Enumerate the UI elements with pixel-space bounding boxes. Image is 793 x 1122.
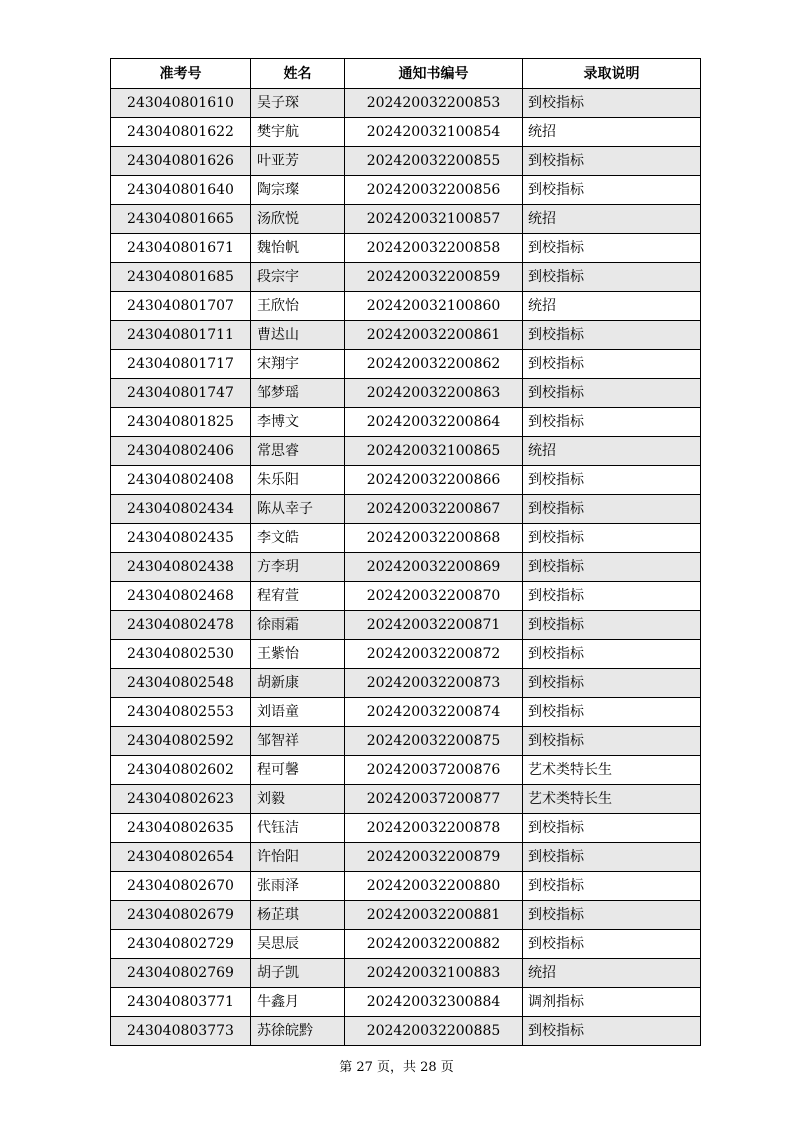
cell-admission-note: 调剂指标 — [523, 988, 701, 1017]
cell-exam-id: 243040803771 — [111, 988, 251, 1017]
cell-admission-note: 到校指标 — [523, 89, 701, 118]
cell-admission-note: 统招 — [523, 205, 701, 234]
cell-name: 杨芷琪 — [251, 901, 345, 930]
cell-exam-id: 243040801717 — [111, 350, 251, 379]
cell-notice-number: 202420032100865 — [345, 437, 523, 466]
cell-notice-number: 202420032200859 — [345, 263, 523, 292]
cell-admission-note: 到校指标 — [523, 553, 701, 582]
cell-notice-number: 202420032200869 — [345, 553, 523, 582]
table-row — [111, 205, 701, 234]
cell-exam-id: 243040801640 — [111, 176, 251, 205]
cell-exam-id: 243040803773 — [111, 1017, 251, 1046]
cell-exam-id: 243040802623 — [111, 785, 251, 814]
cell-admission-note: 统招 — [523, 437, 701, 466]
cell-admission-note: 到校指标 — [523, 669, 701, 698]
cell-name: 程可馨 — [251, 756, 345, 785]
cell-exam-id: 243040802438 — [111, 553, 251, 582]
cell-name: 樊宇航 — [251, 118, 345, 147]
table-row — [111, 698, 701, 727]
cell-notice-number: 202420032200870 — [345, 582, 523, 611]
cell-admission-note: 到校指标 — [523, 263, 701, 292]
cell-admission-note: 到校指标 — [523, 321, 701, 350]
cell-name: 宋翔宇 — [251, 350, 345, 379]
cell-name: 朱乐阳 — [251, 466, 345, 495]
cell-notice-number: 202420032200866 — [345, 466, 523, 495]
cell-notice-number: 202420032200853 — [345, 89, 523, 118]
cell-exam-id: 243040802530 — [111, 640, 251, 669]
table-row — [111, 611, 701, 640]
cell-notice-number: 202420032200879 — [345, 843, 523, 872]
cell-exam-id: 243040802679 — [111, 901, 251, 930]
cell-admission-note: 统招 — [523, 959, 701, 988]
table-row — [111, 263, 701, 292]
cell-name: 邹智祥 — [251, 727, 345, 756]
cell-exam-id: 243040802592 — [111, 727, 251, 756]
cell-notice-number: 202420032100860 — [345, 292, 523, 321]
table-row — [111, 582, 701, 611]
table-row — [111, 147, 701, 176]
cell-admission-note: 到校指标 — [523, 1017, 701, 1046]
table-row — [111, 843, 701, 872]
cell-exam-id: 243040801671 — [111, 234, 251, 263]
cell-name: 常思睿 — [251, 437, 345, 466]
cell-exam-id: 243040802602 — [111, 756, 251, 785]
table-row — [111, 524, 701, 553]
table-row — [111, 379, 701, 408]
cell-exam-id: 243040802406 — [111, 437, 251, 466]
table-row — [111, 1017, 701, 1046]
cell-name: 刘毅 — [251, 785, 345, 814]
header-notice-number: 通知书编号 — [345, 59, 523, 89]
cell-admission-note: 到校指标 — [523, 582, 701, 611]
table-row — [111, 727, 701, 756]
cell-notice-number: 202420032200881 — [345, 901, 523, 930]
cell-exam-id: 243040802729 — [111, 930, 251, 959]
table-row — [111, 321, 701, 350]
cell-exam-id: 243040802408 — [111, 466, 251, 495]
cell-notice-number: 202420032200856 — [345, 176, 523, 205]
cell-name: 李博文 — [251, 408, 345, 437]
cell-notice-number: 202420032200875 — [345, 727, 523, 756]
cell-admission-note: 到校指标 — [523, 843, 701, 872]
cell-exam-id: 243040802553 — [111, 698, 251, 727]
cell-notice-number: 202420032200872 — [345, 640, 523, 669]
cell-admission-note: 到校指标 — [523, 147, 701, 176]
cell-exam-id: 243040801747 — [111, 379, 251, 408]
page-footer: 第 27 页，共 28 页 — [339, 1060, 454, 1075]
header-exam-id: 准考号 — [111, 59, 251, 89]
table-row — [111, 495, 701, 524]
cell-admission-note: 到校指标 — [523, 901, 701, 930]
cell-notice-number: 202420032200862 — [345, 350, 523, 379]
table-row — [111, 118, 701, 147]
table-row — [111, 234, 701, 263]
cell-admission-note: 到校指标 — [523, 611, 701, 640]
table-row — [111, 872, 701, 901]
table-row — [111, 669, 701, 698]
table-row — [111, 553, 701, 582]
cell-exam-id: 243040801711 — [111, 321, 251, 350]
cell-notice-number: 202420032200864 — [345, 408, 523, 437]
cell-name: 魏怡帆 — [251, 234, 345, 263]
cell-name: 胡新康 — [251, 669, 345, 698]
table-row — [111, 89, 701, 118]
cell-admission-note: 到校指标 — [523, 872, 701, 901]
cell-notice-number: 202420032200868 — [345, 524, 523, 553]
cell-exam-id: 243040802434 — [111, 495, 251, 524]
table-row — [111, 466, 701, 495]
cell-notice-number: 202420032200867 — [345, 495, 523, 524]
cell-notice-number: 202420032200863 — [345, 379, 523, 408]
cell-name: 代钰洁 — [251, 814, 345, 843]
cell-exam-id: 243040801626 — [111, 147, 251, 176]
cell-name: 胡子凯 — [251, 959, 345, 988]
table-header — [111, 59, 701, 89]
table-row — [111, 292, 701, 321]
table-row — [111, 930, 701, 959]
cell-name: 许怡阳 — [251, 843, 345, 872]
cell-notice-number: 202420032200882 — [345, 930, 523, 959]
cell-notice-number: 202420032300884 — [345, 988, 523, 1017]
cell-admission-note: 到校指标 — [523, 350, 701, 379]
table-row — [111, 408, 701, 437]
table-row — [111, 959, 701, 988]
table-row — [111, 988, 701, 1017]
cell-name: 张雨泽 — [251, 872, 345, 901]
cell-name: 叶亚芳 — [251, 147, 345, 176]
cell-notice-number: 202420032200858 — [345, 234, 523, 263]
cell-exam-id: 243040802654 — [111, 843, 251, 872]
cell-name: 王紫怡 — [251, 640, 345, 669]
cell-name: 王欣怡 — [251, 292, 345, 321]
cell-name: 方李玥 — [251, 553, 345, 582]
cell-notice-number: 202420032200871 — [345, 611, 523, 640]
table-row — [111, 901, 701, 930]
cell-name: 段宗宇 — [251, 263, 345, 292]
cell-name: 汤欣悦 — [251, 205, 345, 234]
cell-admission-note: 到校指标 — [523, 698, 701, 727]
header-admission-note: 录取说明 — [523, 59, 701, 89]
cell-admission-note: 到校指标 — [523, 814, 701, 843]
cell-admission-note: 到校指标 — [523, 524, 701, 553]
cell-admission-note: 艺术类特长生 — [523, 785, 701, 814]
cell-exam-id: 243040801610 — [111, 89, 251, 118]
cell-exam-id: 243040801665 — [111, 205, 251, 234]
header-row — [111, 59, 701, 89]
cell-name: 曹迖山 — [251, 321, 345, 350]
cell-notice-number: 202420032200873 — [345, 669, 523, 698]
cell-name: 程宥萱 — [251, 582, 345, 611]
cell-admission-note: 到校指标 — [523, 408, 701, 437]
cell-exam-id: 243040801825 — [111, 408, 251, 437]
table-row — [111, 350, 701, 379]
cell-exam-id: 243040802435 — [111, 524, 251, 553]
cell-notice-number: 202420032200874 — [345, 698, 523, 727]
table-row — [111, 176, 701, 205]
cell-name: 陈从幸子 — [251, 495, 345, 524]
cell-admission-note: 到校指标 — [523, 930, 701, 959]
cell-admission-note: 统招 — [523, 292, 701, 321]
cell-notice-number: 202420032200878 — [345, 814, 523, 843]
cell-notice-number: 202420032200880 — [345, 872, 523, 901]
cell-admission-note: 到校指标 — [523, 727, 701, 756]
cell-admission-note: 到校指标 — [523, 234, 701, 263]
cell-name: 陶宗璨 — [251, 176, 345, 205]
cell-admission-note: 到校指标 — [523, 495, 701, 524]
cell-exam-id: 243040801685 — [111, 263, 251, 292]
cell-notice-number: 202420032200861 — [345, 321, 523, 350]
cell-admission-note: 统招 — [523, 118, 701, 147]
cell-name: 刘语童 — [251, 698, 345, 727]
cell-exam-id: 243040802468 — [111, 582, 251, 611]
cell-admission-note: 到校指标 — [523, 640, 701, 669]
table-body — [111, 89, 701, 1046]
header-name: 姓名 — [251, 59, 345, 89]
table-row — [111, 756, 701, 785]
cell-notice-number: 202420037200876 — [345, 756, 523, 785]
cell-exam-id: 243040802635 — [111, 814, 251, 843]
cell-notice-number: 202420037200877 — [345, 785, 523, 814]
cell-admission-note: 到校指标 — [523, 176, 701, 205]
cell-admission-note: 到校指标 — [523, 379, 701, 408]
admission-table — [110, 58, 701, 1046]
cell-notice-number: 202420032100883 — [345, 959, 523, 988]
cell-admission-note: 到校指标 — [523, 466, 701, 495]
cell-exam-id: 243040802548 — [111, 669, 251, 698]
table-row — [111, 785, 701, 814]
cell-admission-note: 艺术类特长生 — [523, 756, 701, 785]
cell-notice-number: 202420032200885 — [345, 1017, 523, 1046]
cell-exam-id: 243040801622 — [111, 118, 251, 147]
cell-exam-id: 243040801707 — [111, 292, 251, 321]
cell-name: 牛鑫月 — [251, 988, 345, 1017]
cell-name: 邹梦瑶 — [251, 379, 345, 408]
cell-name: 苏徐皖黔 — [251, 1017, 345, 1046]
cell-exam-id: 243040802670 — [111, 872, 251, 901]
cell-name: 徐雨霜 — [251, 611, 345, 640]
cell-exam-id: 243040802769 — [111, 959, 251, 988]
table-row — [111, 437, 701, 466]
cell-exam-id: 243040802478 — [111, 611, 251, 640]
cell-name: 吴思辰 — [251, 930, 345, 959]
cell-notice-number: 202420032100857 — [345, 205, 523, 234]
cell-notice-number: 202420032200855 — [345, 147, 523, 176]
table-row — [111, 640, 701, 669]
cell-name: 吴子琛 — [251, 89, 345, 118]
cell-notice-number: 202420032100854 — [345, 118, 523, 147]
table-row — [111, 814, 701, 843]
cell-name: 李文皓 — [251, 524, 345, 553]
